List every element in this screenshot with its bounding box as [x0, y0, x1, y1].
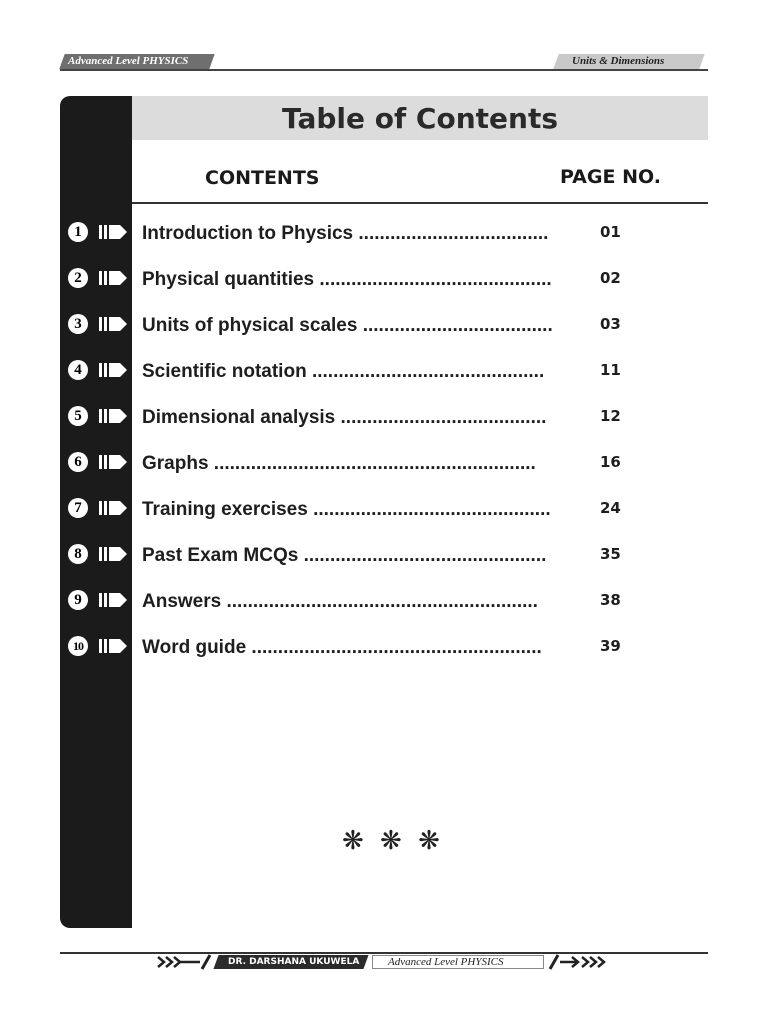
- arrow-icon: [99, 453, 129, 471]
- item-number-badge: 10: [68, 636, 88, 656]
- arrow-icon: [99, 269, 129, 287]
- arrow-icon: [99, 545, 129, 563]
- item-page: 02: [600, 269, 621, 287]
- footer-right-arrows-icon: [548, 954, 612, 970]
- item-label: Dimensional analysis .......................................: [142, 407, 547, 428]
- arrow-icon: [99, 499, 129, 517]
- arrow-icon: [99, 223, 129, 241]
- column-header-rule: [132, 202, 708, 204]
- item-page: 38: [600, 591, 621, 609]
- item-label: Physical quantities ............................................: [142, 269, 552, 290]
- arrow-icon: [99, 637, 129, 655]
- item-label: Training exercises .............................................: [142, 499, 551, 520]
- item-number-badge: 3: [68, 314, 88, 334]
- item-page: 39: [600, 637, 621, 655]
- toc-item[interactable]: [0, 450, 768, 480]
- item-label: Answers ...........................................................: [142, 591, 538, 612]
- toc-item[interactable]: [0, 588, 768, 618]
- item-label: Units of physical scales ....................................: [142, 315, 553, 336]
- toc-item[interactable]: [0, 634, 768, 664]
- arrow-icon: [99, 407, 129, 425]
- header-chapter-title: Units & Dimensions: [572, 55, 665, 67]
- title-band: [132, 96, 708, 140]
- item-number-badge: 7: [68, 498, 88, 518]
- item-label: Graphs .............................................................: [142, 453, 536, 474]
- toc-item[interactable]: [0, 358, 768, 388]
- footer-author: DR. DARSHANA UKUWELA: [228, 957, 360, 967]
- item-label: Word guide .......................................................: [142, 637, 542, 658]
- item-number-badge: 6: [68, 452, 88, 472]
- item-number-badge: 4: [68, 360, 88, 380]
- item-page: 12: [600, 407, 621, 425]
- toc-item[interactable]: [0, 496, 768, 526]
- item-number-badge: 5: [68, 406, 88, 426]
- toc-item[interactable]: [0, 266, 768, 296]
- page-title: Table of Contents: [281, 101, 558, 135]
- footer-book-title: Advanced Level PHYSICS: [388, 956, 504, 968]
- item-label: Past Exam MCQs ..............................................: [142, 545, 547, 566]
- contents-column-header: CONTENTS: [205, 167, 320, 189]
- item-page: 11: [600, 361, 621, 379]
- footer-left-arrows-icon: [156, 954, 212, 970]
- arrow-icon: [99, 591, 129, 609]
- item-page: 01: [600, 223, 621, 241]
- header-book-title: Advanced Level PHYSICS: [68, 55, 189, 67]
- header-rule: [60, 69, 708, 71]
- item-number-badge: 2: [68, 268, 88, 288]
- item-page: 03: [600, 315, 621, 333]
- toc-item[interactable]: [0, 312, 768, 342]
- item-page: 16: [600, 453, 621, 471]
- arrow-icon: [99, 361, 129, 379]
- arrow-icon: [99, 315, 129, 333]
- item-number-badge: 1: [68, 222, 88, 242]
- item-label: Scientific notation ............................................: [142, 361, 545, 382]
- section-separator: ❋ ❋ ❋: [342, 826, 444, 856]
- item-number-badge: 8: [68, 544, 88, 564]
- toc-item[interactable]: [0, 404, 768, 434]
- item-page: 35: [600, 545, 621, 563]
- item-label: Introduction to Physics ....................................: [142, 223, 549, 244]
- toc-item[interactable]: [0, 220, 768, 250]
- item-page: 24: [600, 499, 621, 517]
- page-no-column-header: PAGE NO.: [560, 166, 661, 188]
- item-number-badge: 9: [68, 590, 88, 610]
- toc-item[interactable]: [0, 542, 768, 572]
